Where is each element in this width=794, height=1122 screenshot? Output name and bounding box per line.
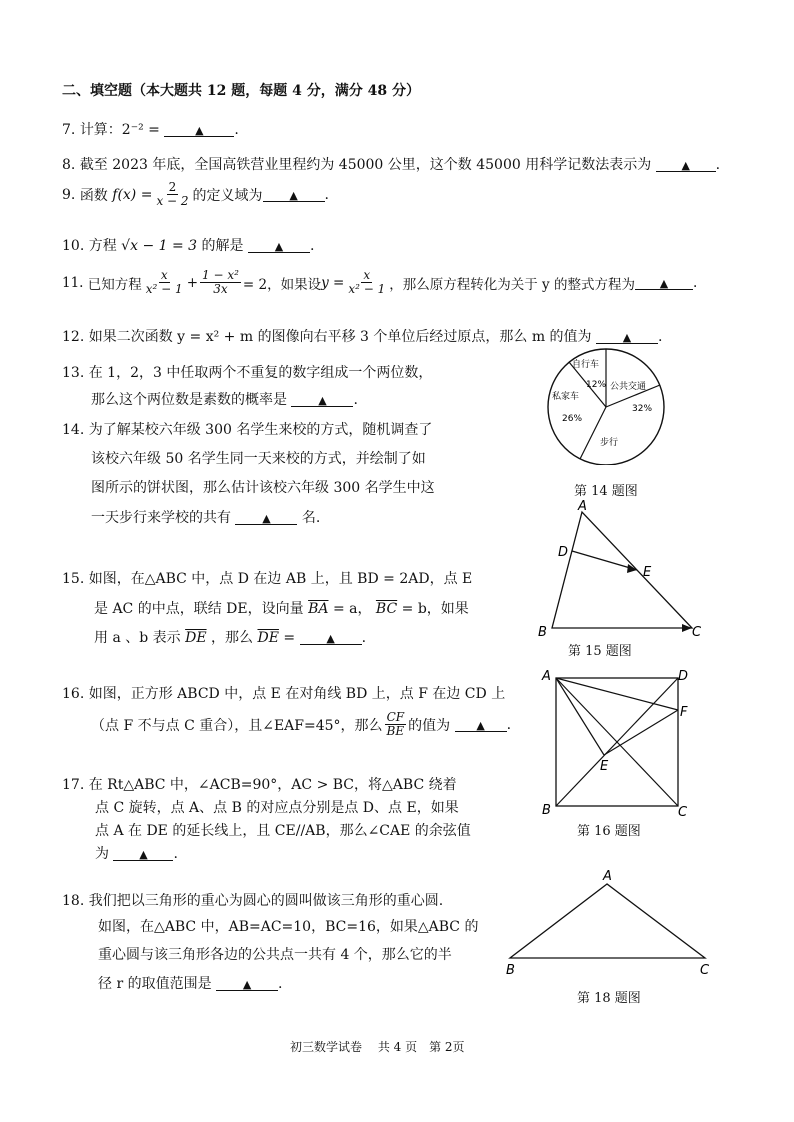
question-8: 8. 截至 2023 年底，全国高铁营业里程约为 45000 公里，这个数 45000 用科学记数法表示为 ▲ . [62, 157, 721, 173]
pie-value-private-car: 26% [562, 414, 583, 424]
q14-answer-blank[interactable] [235, 510, 297, 525]
figure-15-caption: 第 15 题图 [568, 644, 632, 659]
answer-triangle-icon: ▲ [476, 719, 485, 732]
q10-expr: √x − 1 = 3 [121, 238, 198, 254]
question-14 [62, 419, 432, 439]
q9-frac-den: x − 2 [156, 194, 189, 208]
q11-y: y = [321, 274, 345, 291]
answer-triangle-icon: ▲ [289, 189, 298, 202]
triangle-figure-15 [530, 498, 710, 640]
q18-number: 18. [62, 893, 85, 909]
q16-frac-den: BE [386, 724, 405, 738]
fig16-label-D: D [678, 669, 689, 684]
question-18 [62, 890, 443, 910]
q16-line2b: 的值为 [408, 717, 451, 734]
fig16-label-F: F [680, 705, 688, 720]
q17-answer-blank[interactable] [113, 846, 173, 861]
q15-vector-DE-2: $\overline{DE}$ [257, 630, 279, 646]
q16-fraction [385, 711, 407, 738]
q14-line4a: 一天步行来学校的共有 [91, 510, 231, 526]
q16-number: 16. [62, 686, 85, 702]
fig15-label-B: B [538, 625, 547, 640]
question-13 [62, 362, 432, 382]
q9-frac-num: 2 [168, 180, 177, 194]
question-9: 9. 函数 f(x) = $\frac{2}{x - 2}$ 的定义域为 ▲ . [62, 180, 329, 208]
question-13-line2: 那么这个两位数是素数的概率是 ▲ . [91, 392, 358, 408]
triangle-figure-18 [500, 866, 720, 978]
q15-line1: 如图，在△ABC 中，点 D 在边 AB 上，且 BD = 2AD，点 E [88, 571, 473, 587]
q12-text: 如果二次函数 y = x² + m 的图像向右平移 3 个单位后经过原点，那么 m 的值为 [88, 329, 592, 345]
figure-18-caption: 第 18 题图 [577, 991, 641, 1006]
q17-line4: 为 [95, 846, 109, 862]
q8-number: 8. [62, 157, 76, 173]
q16-line1: 如图，正方形 ABCD 中，点 E 在对角线 BD 上，点 F 在边 CD 上 [88, 686, 506, 702]
q9-pre: 函数 [79, 187, 108, 204]
q15-line3a: 用 a 、b 表示 [94, 630, 181, 646]
fig15-label-D: D [558, 545, 569, 560]
pie-value-public-transit: 32% [632, 404, 653, 414]
page-footer: 初三数学试卷 共 4 页 第 2页 [290, 1040, 465, 1054]
q14-line1: 为了解某校六年级 300 名学生来校的方式，随机调查了 [88, 422, 433, 438]
q11-post: ，那么原方程转化为关于 y 的整式方程为 [389, 276, 635, 293]
q15-vector-BA: $\overline{BA}$ [308, 601, 329, 617]
q11-answer-blank[interactable] [635, 275, 693, 290]
question-17-line4: 为 ▲ . [95, 846, 178, 862]
q15-vector-BC: $\overline{BC}$ [375, 601, 398, 617]
answer-triangle-icon: ▲ [318, 394, 327, 407]
fig16-segment-AE [556, 678, 604, 755]
question-7: 7. 计算：2⁻² = ▲ . [62, 122, 239, 138]
q14-number: 14. [62, 422, 85, 438]
q15-answer-blank[interactable] [300, 630, 362, 645]
q10-post: 的解是 [201, 238, 244, 254]
q14-line4b: 名. [301, 510, 321, 526]
q11-f3-num: x [363, 268, 371, 282]
pie-label-public-transit: 公共交通 [610, 382, 647, 392]
q17-line2: 点 C 旋转，点 A、点 B 的对应点分别是点 D、点 E，如果 [95, 800, 459, 816]
q16-frac-num: CF [386, 710, 405, 724]
q9-number: 9. [62, 186, 76, 203]
fig18-label-A: A [603, 869, 612, 884]
q15-number: 15. [62, 571, 85, 587]
fig15-arrowhead-C [682, 624, 692, 632]
q10-pre: 方程 [88, 238, 117, 254]
q11-f2-den: 3x [213, 282, 228, 296]
q11-fraction-3 [346, 269, 387, 296]
question-14-line4 [91, 507, 320, 527]
q17-line1: 在 Rt△ABC 中，∠ACB=90°，AC > BC，将△ABC 绕着 [88, 777, 457, 793]
pie-chart-figure-14 [540, 345, 680, 465]
q12-answer-blank[interactable] [596, 329, 658, 344]
q11-f3-den: x² − 1 [348, 282, 386, 296]
question-17 [62, 774, 457, 794]
q8-text: 截至 2023 年底，全国高铁营业里程约为 45000 公里，这个数 45000 用科学记数法表示为 [79, 157, 652, 173]
fig16-label-C: C [678, 805, 688, 820]
q14-line2: 该校六年级 50 名学生同一天来校的方式，并绘制了如 [91, 451, 426, 467]
q10-answer-blank[interactable] [248, 238, 310, 253]
q15-line3b: ，那么 [211, 630, 254, 646]
q15-eqa: = a， [332, 601, 372, 617]
q11-fraction-2 [200, 269, 241, 296]
question-10: 10. 方程 √x − 1 = 3 的解是 ▲ . [62, 238, 315, 254]
q7-text: 计算：2⁻² = [79, 122, 160, 138]
q10-number: 10. [62, 238, 85, 254]
fig15-label-C: C [692, 625, 702, 640]
q11-plus: + [186, 274, 198, 291]
q13-answer-blank[interactable] [291, 392, 353, 407]
q11-f1-num: x [160, 268, 168, 282]
q16-line2a: （点 F 不与点 C 重合），且∠EAF=45°，那么 [91, 717, 383, 734]
answer-triangle-icon: ▲ [242, 978, 252, 991]
q11-f1-den: x² − 1 [145, 282, 183, 296]
q11-number: 11. [62, 274, 84, 291]
question-11: 11. 已知方程 $\frac{x}{\text{x² − 1}}$ + $\frac{\text{1 − x²}}{3x}$ = 2，如果设 y = $\frac{x}{\text{x² − 1}}$ ，那么原方程转化为关于 y 的整式方程为 ▲ . [62, 268, 698, 296]
q7-number: 7. [62, 122, 76, 138]
pie-label-bicycle: 自行车 [572, 360, 600, 370]
question-15-line3: 用 a 、b 表示 $\overline{DE}$ ，那么 $\overline{DE}$ = ▲ . [94, 630, 367, 646]
pie-label-walking: 步行 [600, 438, 619, 448]
q13-line1: 在 1，2，3 中任取两个不重复的数字组成一个两位数， [88, 365, 433, 381]
q11-eq: = 2，如果设 [242, 276, 322, 293]
fig16-label-B: B [542, 803, 551, 818]
q7-answer-blank[interactable] [164, 122, 234, 137]
question-16 [62, 683, 505, 703]
question-18-line4: 径 r 的取值范围是 ▲ . [98, 976, 283, 992]
q9-function: f(x) = [112, 186, 153, 203]
answer-triangle-icon: ▲ [326, 632, 335, 645]
question-16-line2: （点 F 不与点 C 重合），且∠EAF=45°，那么 $\frac{CF}{BE}$ 的值为 ▲ . [91, 710, 512, 738]
q18-answer-blank[interactable] [216, 976, 278, 991]
q9-answer-blank[interactable] [263, 187, 325, 202]
answer-triangle-icon: ▲ [659, 277, 669, 290]
fig15-label-E: E [643, 565, 652, 580]
answer-triangle-icon: ▲ [274, 240, 284, 253]
q11-f2-num: 1 − x² [202, 268, 239, 282]
answer-triangle-icon: ▲ [622, 331, 632, 344]
answer-triangle-icon: ▲ [262, 512, 271, 525]
section-title: 二、填空题（本大题共 12 题，每题 4 分，满分 48 分） [62, 83, 420, 99]
fig18-label-B: B [506, 963, 515, 978]
fig16-segment-AF [556, 678, 678, 710]
fig15-label-A: A [578, 499, 587, 514]
answer-triangle-icon: ▲ [681, 159, 690, 172]
q14-line3: 图所示的饼状图，那么估计该校六年级 300 名学生中这 [91, 480, 435, 496]
q18-line2: 如图，在△ABC 中，AB=AC=10，BC=16，如果△ABC 的 [98, 919, 479, 935]
q13-number: 13. [62, 365, 85, 381]
q9-post: 的定义域为 [192, 187, 263, 204]
q12-number: 12. [62, 329, 85, 345]
answer-triangle-icon: ▲ [139, 848, 148, 861]
q17-number: 17. [62, 777, 85, 793]
q17-line3: 点 A 在 DE 的延长线上，且 CE//AB，那么∠CAE 的余弦值 [95, 823, 471, 839]
fig16-label-E: E [600, 759, 609, 774]
q9-fraction [154, 181, 190, 208]
q15-vector-DE: $\overline{DE}$ [185, 630, 207, 646]
question-15-line2 [94, 598, 469, 618]
answer-triangle-icon: ▲ [195, 124, 204, 137]
q18-line1: 我们把以三角形的重心为圆心的圆叫做该三角形的重心圆. [88, 893, 444, 909]
q13-line2: 那么这个两位数是素数的概率是 [91, 392, 287, 408]
q15-line2a: 是 AC 的中点，联结 DE，设向量 [94, 601, 304, 617]
fig15-triangle [552, 512, 692, 628]
square-figure-16 [536, 666, 696, 824]
q15-line3c: = [283, 630, 296, 646]
pie-label-private-car: 私家车 [552, 392, 580, 402]
pie-value-bicycle: 12% [586, 380, 607, 390]
q11-pre: 已知方程 [87, 276, 142, 293]
fig16-label-A: A [542, 669, 551, 684]
q18-line3: 重心圆与该三角形各边的公共点一共有 4 个，那么它的半 [98, 947, 452, 963]
figure-16-caption: 第 16 题图 [577, 824, 641, 839]
q16-answer-blank[interactable] [455, 717, 507, 732]
fig18-triangle [510, 884, 705, 958]
pie-divider-4 [580, 407, 606, 459]
q18-line4: 径 r 的取值范围是 [98, 976, 212, 992]
q11-fraction-1 [144, 269, 185, 296]
q15-eqb: = b，如果 [401, 601, 469, 617]
fig18-label-C: C [700, 963, 710, 978]
question-15 [62, 568, 472, 588]
q8-answer-blank[interactable] [656, 157, 716, 172]
question-12: 12. 如果二次函数 y = x² + m 的图像向右平移 3 个单位后经过原点，那么 m 的值为 ▲ . [62, 329, 663, 345]
figure-14-caption: 第 14 题图 [574, 484, 638, 499]
